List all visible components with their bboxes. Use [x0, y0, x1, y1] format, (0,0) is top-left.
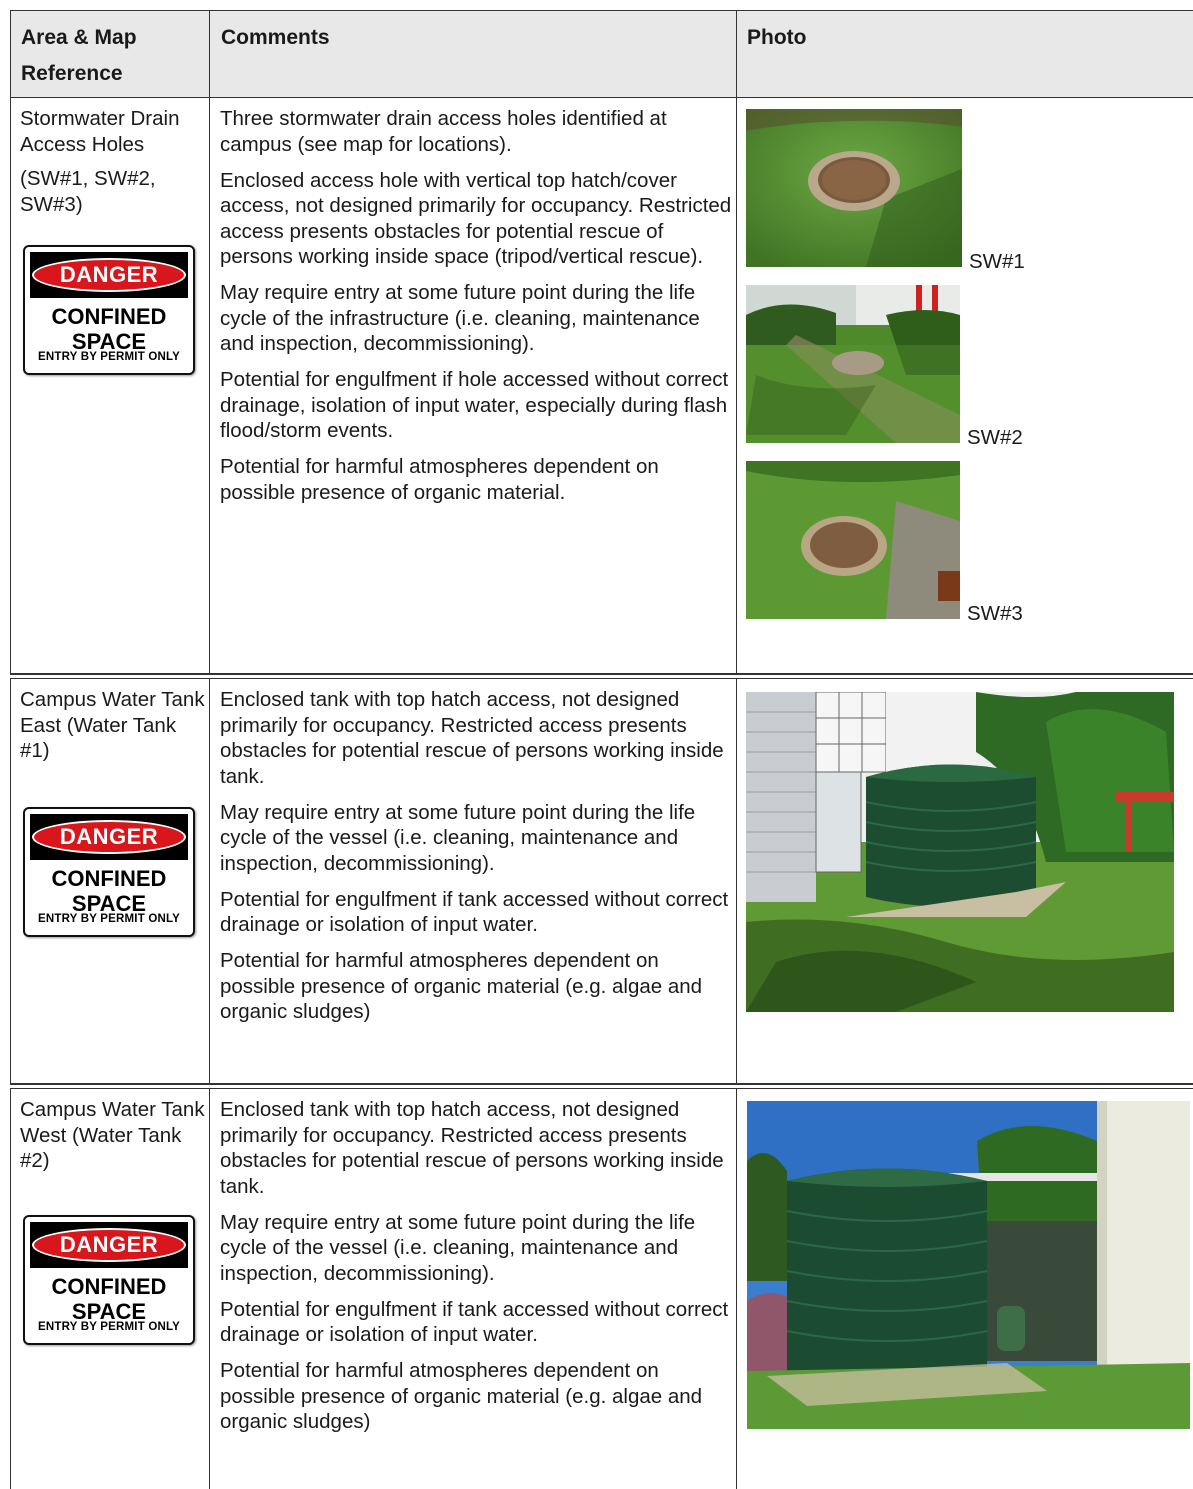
area-cell	[20, 1097, 205, 1174]
photo-sw1	[746, 109, 962, 267]
sign-line2: SPACE	[71, 329, 147, 354]
area-name: Stormwater Drain Access Holes	[20, 107, 180, 156]
caption-sw2: SW#2	[967, 426, 1023, 449]
photo-sw3	[746, 461, 960, 619]
caption-sw1: SW#1	[969, 250, 1025, 273]
sign-line3: ENTRY BY PERMIT ONLY	[37, 913, 181, 925]
sign-danger: DANGER	[32, 258, 186, 292]
comment-para: Enclosed access hole with vertical top hatch/cover access, not designed primarily for occupancy. Restricted access presents obstacles for potential rescue of persons working inside space (tripod/vertical rescue).	[220, 168, 732, 268]
comment-para: Potential for harmful atmospheres dependent on possible presence of organic material (e.g. algae and organic sludges)	[220, 1359, 703, 1433]
sign-line1: CONFINED	[51, 1274, 167, 1299]
map-reference: (SW#1, SW#2, SW#3)	[20, 167, 156, 216]
sign-line2: SPACE	[71, 1299, 147, 1324]
area-cell	[20, 106, 205, 217]
comment-para: Three stormwater drain access holes identified at campus (see map for locations).	[220, 107, 667, 156]
comment-para: May require entry at some future point during the life cycle of the infrastructure (i.e. cleaning, maintenance and inspection, decommissioning).	[220, 281, 700, 355]
comment-para: Enclosed tank with top hatch access, not designed primarily for occupancy. Restricted access presents obstacles for potential rescue of persons working inside tank.	[220, 1098, 724, 1198]
comments-cell	[220, 106, 732, 516]
area-cell	[20, 687, 205, 764]
comment-para: Potential for engulfment if tank accessed without correct drainage or isolation of input water.	[220, 1297, 729, 1346]
photo-water-tank-east	[746, 692, 1174, 1012]
danger-confined-space-sign	[23, 807, 195, 937]
sign-line1: CONFINED	[51, 866, 167, 891]
table-row-water-tank-east	[10, 679, 1193, 1084]
comment-para: Potential for harmful atmospheres dependent on possible presence of organic material (e.g. algae and organic sludges)	[220, 949, 703, 1023]
area-name: Campus Water Tank West (Water Tank #2)	[20, 1098, 205, 1172]
sign-danger: DANGER	[32, 820, 186, 854]
photo-sw2	[746, 285, 960, 443]
area-name: Campus Water Tank East (Water Tank #1)	[20, 688, 205, 762]
comment-para: Potential for harmful atmospheres dependent on possible presence of organic material.	[220, 455, 659, 504]
comment-para: May require entry at some future point during the life cycle of the vessel (i.e. cleaning, maintenance and inspection, decommissioning).	[220, 800, 696, 875]
comments-cell	[220, 687, 732, 1035]
comment-para: Enclosed tank with top hatch access, not designed primarily for occupancy. Restricted access presents obstacles for potential rescue of persons working inside tank.	[220, 688, 724, 788]
table-header	[10, 10, 1193, 98]
table-row-water-tank-west	[10, 1089, 1193, 1489]
sign-line3: ENTRY BY PERMIT ONLY	[37, 1321, 181, 1333]
table-row-stormwater	[10, 98, 1193, 674]
header-area: Area & Map Reference	[21, 26, 137, 85]
header-comments: Comments	[221, 26, 330, 49]
sign-line2: SPACE	[71, 891, 147, 916]
comment-para: Potential for engulfment if tank accessed without correct drainage or isolation of input water.	[220, 887, 729, 936]
photo-water-tank-west	[747, 1101, 1190, 1429]
sign-line1: CONFINED	[51, 304, 167, 329]
comment-para: Potential for engulfment if hole accessed without correct drainage, isolation of input water, especially during flash flood/storm events.	[220, 368, 729, 442]
sign-danger: DANGER	[32, 1228, 186, 1262]
caption-sw3: SW#3	[967, 602, 1023, 625]
comment-para: May require entry at some future point during the life cycle of the vessel (i.e. cleaning, maintenance and inspection, decommissioning).	[220, 1210, 696, 1285]
header-photo: Photo	[747, 26, 807, 49]
danger-confined-space-sign	[23, 1215, 195, 1345]
sign-line3: ENTRY BY PERMIT ONLY	[37, 351, 181, 363]
comments-cell	[220, 1097, 732, 1445]
danger-confined-space-sign	[23, 245, 195, 375]
